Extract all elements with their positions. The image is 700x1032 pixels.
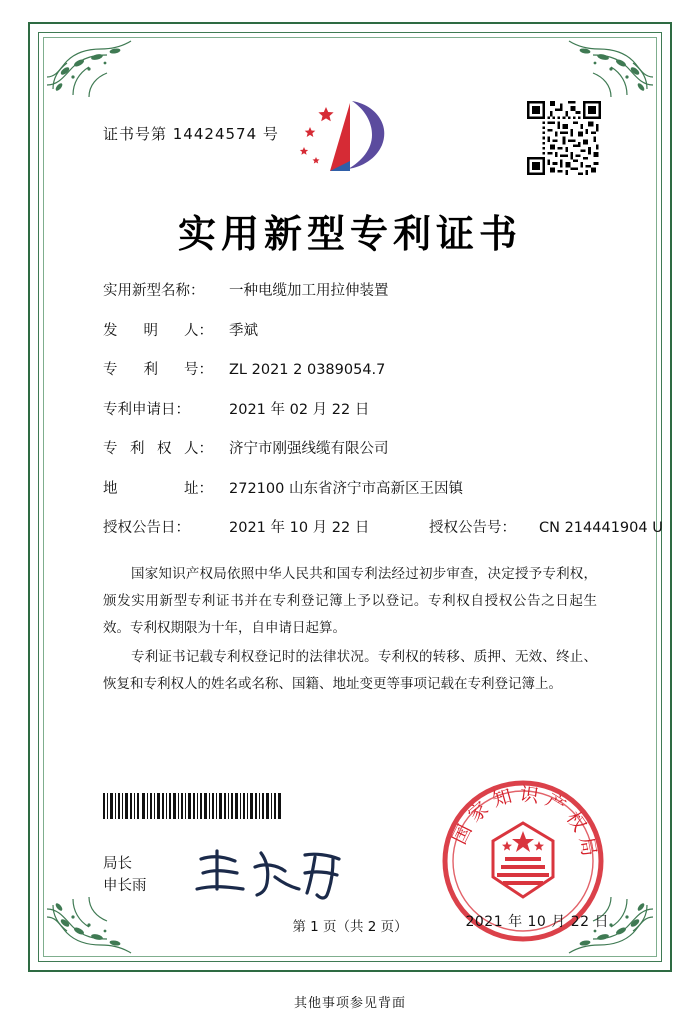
field-value: 一种电缆加工用拉伸装置	[229, 283, 389, 299]
field-label-part: 利	[143, 362, 158, 378]
field-label: 授权公告日：	[103, 520, 190, 536]
field-row	[103, 482, 597, 497]
page-title: 实用新型专利证书	[177, 211, 522, 256]
field-label-part: 利	[130, 441, 145, 457]
signature-role: 局长	[103, 856, 132, 872]
certificate-number: 证书号第 14424574 号	[103, 125, 279, 143]
field-row	[103, 284, 597, 299]
certificate-frame	[28, 22, 672, 972]
field-label-part: 专	[103, 362, 118, 378]
field-value: 2021 年 02 月 22 日	[229, 401, 370, 418]
field-value: 季斌	[229, 322, 258, 339]
signature-block	[103, 853, 147, 898]
legal-paragraph: 国家知识产权局依照中华人民共和国专利法经过初步审查，决定授予专利权，颁发实用新型专利证书并在专利登记簿上予以登记。专利权自授权公告之日起生效。专利权期限为十年，自申请日起算。	[103, 565, 597, 636]
svg-text:国家知识产权局: 国家知识产权局	[448, 783, 602, 864]
field-label	[103, 482, 229, 497]
field-label	[103, 363, 229, 378]
footnote: 其他事项参见背面	[293, 996, 406, 1011]
header-row	[95, 95, 605, 191]
field-value: 2021 年 10 月 22 日	[229, 520, 370, 536]
signature-name: 申长雨	[103, 878, 147, 895]
field-label: 专利申请日：	[103, 401, 190, 418]
field-label-part: 址：	[184, 480, 213, 497]
seal-date: 2021 年 10 月 22 日	[465, 914, 609, 930]
field-label-part: 人：	[184, 322, 213, 339]
field-value: CN 214441904 U	[539, 520, 663, 536]
handwritten-signature	[187, 843, 357, 903]
field-row	[103, 363, 597, 378]
field-label-part: 发	[103, 322, 118, 339]
field-row	[103, 324, 597, 339]
field-label	[103, 442, 229, 457]
field-label-part: 专	[103, 441, 118, 457]
field-label-part: 号：	[184, 362, 213, 378]
field-row	[103, 403, 597, 418]
legal-text	[103, 561, 597, 698]
certificate-inner-border	[38, 32, 662, 962]
fields-list	[103, 283, 663, 536]
field-label: 授权公告号：	[429, 520, 516, 536]
field-row	[103, 442, 597, 457]
field-label-part: 地	[103, 480, 118, 497]
field-value: 272100 山东省济宁市高新区王因镇	[229, 480, 463, 497]
field-value: 济宁市刚强线缆有限公司	[229, 441, 389, 457]
field-label-part: 人：	[184, 441, 213, 457]
barcode	[103, 793, 283, 819]
certificate-content	[39, 33, 661, 961]
page-indicator: 第 1 页（共 2 页）	[292, 919, 408, 935]
field-row-pair	[103, 520, 663, 536]
field-label-part: 权	[157, 441, 172, 457]
field-label-part: 明	[143, 322, 158, 339]
field-label: 实用新型名称：	[103, 283, 205, 299]
sipo-logo	[290, 95, 410, 181]
field-value: ZL 2021 2 0389054.7	[229, 362, 386, 378]
qr-code	[527, 101, 601, 175]
field-label	[103, 324, 229, 339]
legal-paragraph: 专利证书记载专利权登记时的法律状况。专利权的转移、质押、无效、终止、恢复和专利权人的姓名或名称、国籍、地址变更等事项记载在专利登记簿上。	[103, 648, 597, 692]
